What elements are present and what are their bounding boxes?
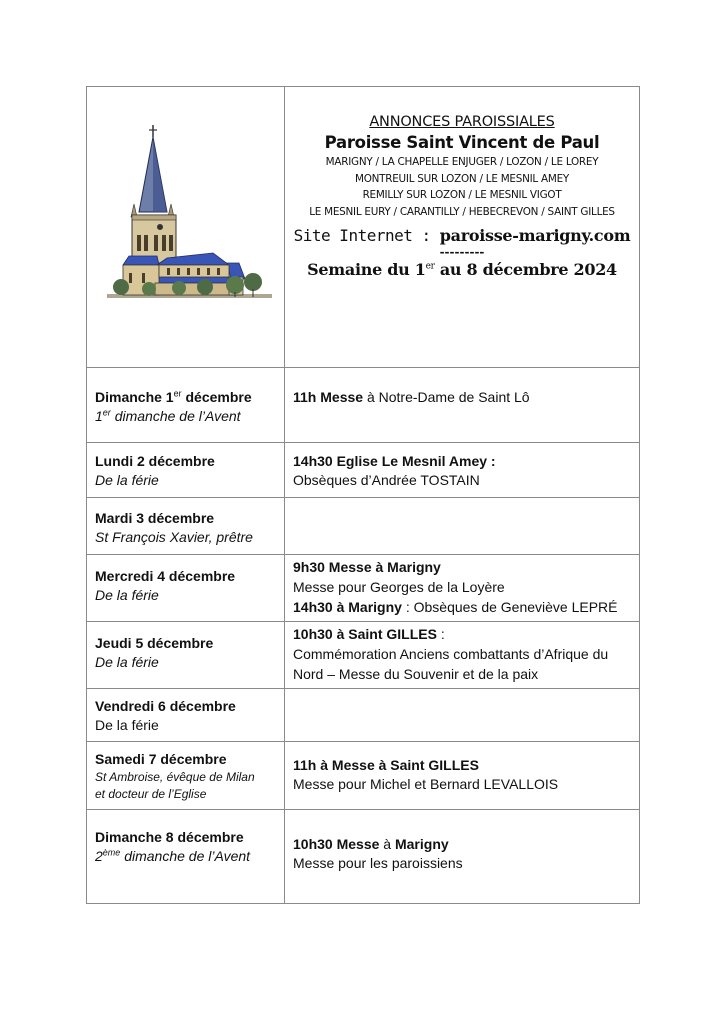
day-label: Dimanche 8 décembre (95, 829, 244, 845)
events-cell (285, 555, 640, 622)
villages-line: MONTREUIL SUR LOZON / LE MESNIL AMEY (354, 172, 569, 185)
day-label: Vendredi 6 décembre (95, 698, 236, 714)
day-row (87, 555, 640, 622)
events-cell (285, 810, 640, 904)
website-label: Site Internet : (293, 226, 440, 245)
day-cell (87, 689, 285, 742)
events-cell (285, 689, 640, 742)
church-illustration-cell (87, 87, 285, 368)
liturgical-note: De la férie (95, 587, 159, 603)
day-cell (87, 555, 285, 622)
villages-line: LE MESNIL EURY / CARANTILLY / HEBECREVON / SAINT GILLES (309, 205, 615, 218)
events-cell (285, 368, 640, 443)
day-row (87, 498, 640, 555)
announcements-title: ANNONCES PAROISSIALES (369, 114, 555, 130)
announcement-table (86, 86, 640, 904)
events-cell (285, 622, 640, 689)
day-label: Mercredi 4 décembre (95, 568, 236, 584)
day-row (87, 622, 640, 689)
event-line: Messe pour les paroissiens (293, 855, 463, 871)
liturgical-note: De la férie (95, 472, 159, 488)
day-cell (87, 742, 285, 810)
event-line: 9h30 Messe à Marigny (293, 559, 441, 575)
day-label: Dimanche 1er décembre (95, 388, 252, 405)
villages-line: REMILLY SUR LOZON / LE MESNIL VIGOT (362, 189, 562, 201)
event-line: Commémoration Anciens combattants d’Afrique du (293, 646, 609, 662)
liturgical-note: St François Xavier, prêtre (95, 529, 253, 545)
liturgical-note: St Ambroise, évêque de Milan (95, 770, 255, 784)
liturgical-note: et docteur de l’Eglise (95, 787, 207, 801)
events-cell (285, 443, 640, 498)
day-cell (87, 368, 285, 443)
day-row (87, 742, 640, 810)
day-cell (87, 810, 285, 904)
day-row (87, 689, 640, 742)
event-line: Nord – Messe du Souvenir et de la paix (293, 666, 539, 682)
event-line: Obsèques d’Andrée TOSTAIN (293, 472, 480, 488)
church-drawing-icon (87, 87, 284, 340)
event-line: 11h à Messe à Saint GILLES (293, 757, 479, 773)
day-row (87, 810, 640, 904)
event-line: 10h30 à Saint GILLES : (293, 626, 445, 642)
liturgical-note: De la férie (95, 654, 159, 670)
day-row (87, 368, 640, 443)
villages-line: MARIGNY / LA CHAPELLE ENJUGER / LOZON / LE LOREY (325, 156, 599, 168)
events-cell (285, 742, 640, 810)
events-cell (285, 498, 640, 555)
parish-villages (285, 154, 639, 220)
day-label: Jeudi 5 décembre (95, 635, 214, 651)
liturgical-note: 1er dimanche de l’Avent (95, 407, 241, 424)
church-illustration (87, 87, 284, 340)
day-label: Mardi 3 décembre (95, 510, 215, 526)
event-line: 14h30 Eglise Le Mesnil Amey : (293, 453, 496, 469)
day-label: Lundi 2 décembre (95, 453, 215, 469)
event-line: 10h30 Messe à Marigny (293, 836, 449, 852)
day-row (87, 443, 640, 498)
header-text-cell (285, 87, 640, 368)
event-line: 11h Messe à Notre-Dame de Saint Lô (293, 389, 530, 405)
liturgical-note: 2ème dimanche de l’Avent (95, 847, 251, 864)
event-line: Messe pour Georges de la Loyère (293, 579, 505, 595)
separator-dashes: --------- (439, 245, 485, 259)
parish-name: Paroisse Saint Vincent de Paul (324, 133, 600, 152)
day-cell (87, 622, 285, 689)
day-label: Samedi 7 décembre (95, 751, 227, 767)
header-row (87, 87, 640, 368)
event-line: Messe pour Michel et Bernard LEVALLOIS (293, 776, 559, 792)
website-line (285, 226, 639, 245)
website-link[interactable]: paroisse-marigny.com (439, 226, 631, 245)
week-title: Semaine du 1er au 8 décembre 2024 (307, 260, 617, 279)
day-cell (87, 498, 285, 555)
event-line: 14h30 à Marigny : Obsèques de Geneviève LEPRÉ (293, 599, 618, 615)
announcement-sheet (86, 86, 637, 876)
liturgical-note: De la férie (95, 717, 159, 733)
day-cell (87, 443, 285, 498)
